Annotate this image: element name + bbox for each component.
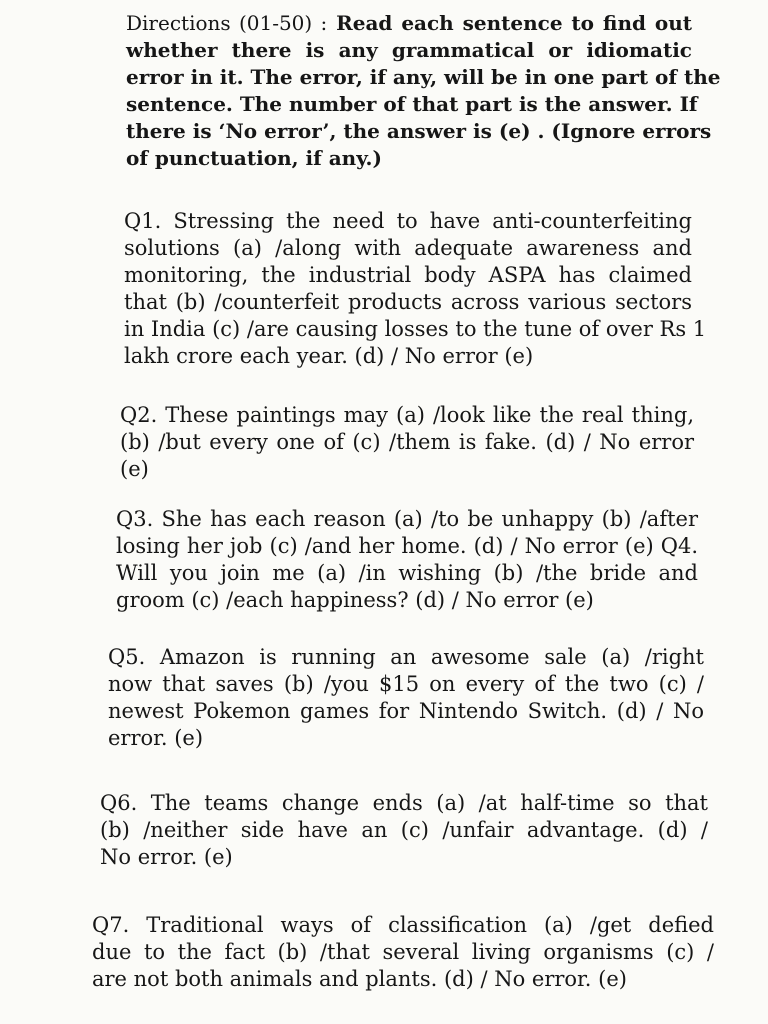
directions-line [126,10,692,37]
question-q1 [124,208,707,370]
directions-line: whether there is any grammatical or idiomatic [126,38,692,62]
question-line: groom (c) /each happiness? (d) / No error (e) [116,588,594,612]
question-line: monitoring, the industrial body ASPA has claimed [124,263,692,287]
question-line: solutions (a) /along with adequate awareness and [124,236,692,260]
question-line: No error. (e) [100,845,233,869]
question-line: Q1. Stressing the need to have anti-counterfeiting [124,209,692,233]
question-line: in India (c) /are causing losses to the tune of over Rs 1 [124,317,707,341]
question-line: now that saves (b) /you $15 on every of the two (c) / [108,672,704,696]
question-q6 [100,790,708,871]
question-q2 [120,402,694,483]
directions-line: of punctuation, if any.) [126,146,382,170]
question-line: that (b) /counterfeit products across various sectors [124,290,692,314]
directions-line: there is ‘No error’, the answer is (e) . (Ignore errors [126,119,712,143]
question-line: error. (e) [108,726,204,750]
question-line: Q6. The teams change ends (a) /at half-time so that [100,791,708,815]
question-line: Q5. Amazon is running an awesome sale (a) /right [108,645,704,669]
question-line: newest Pokemon games for Nintendo Switch. (d) / No [108,699,704,723]
question-q5 [108,644,704,752]
question-line: Q3. She has each reason (a) /to be unhappy (b) /after [116,507,698,531]
question-line: (e) [120,457,149,481]
question-q3 [116,506,698,614]
question-line: lakh crore each year. (d) / No error (e) [124,344,534,368]
directions [126,10,721,172]
directions-line: error in it. The error, if any, will be in one part of the [126,65,721,89]
question-line: Will you join me (a) /in wishing (b) /the bride and [116,561,698,585]
question-line: (b) /neither side have an (c) /unfair advantage. (d) / [100,818,708,842]
question-line: (b) /but every one of (c) /them is fake. (d) / No error [120,430,694,454]
question-line: due to the fact (b) /that several living organisms (c) / [92,940,714,964]
directions-line: sentence. The number of that part is the answer. If [126,92,698,116]
question-line: Q2. These paintings may (a) /look like the real thing, [120,403,694,427]
question-line: are not both animals and plants. (d) / No error. (e) [92,967,627,991]
directions-text: Read each sentence to find out [327,11,692,35]
directions-label: Directions (01-50) : [126,11,328,35]
question-line: Q7. Traditional ways of classification (a) /get defied [92,913,714,937]
question-q7 [92,912,714,993]
question-line: losing her job (c) /and her home. (d) / No error (e) Q4. [116,534,698,558]
